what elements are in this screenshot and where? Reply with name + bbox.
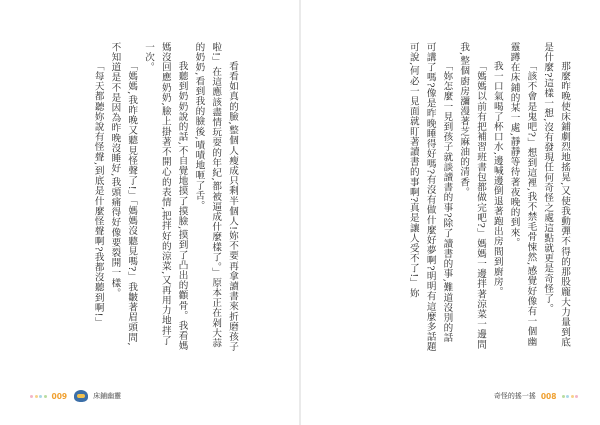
- right-page: [300, 0, 600, 425]
- paragraph: 「該不會是鬼吧?」想到這裡,我不禁毛骨悚然,感覺好像有一個幽靈蹲在床鋪的某一處,靜靜等待著夜晚的到來。: [508, 42, 537, 347]
- decorative-dots-icon: [30, 395, 47, 398]
- paragraph: 看看如真的臉,整個人瘦成只剩半個人!妳不要再拿讀書來折磨孩子啦!」在這應該盡情玩耍的年紀,都被逼成什麼樣了。」原本正在剁大蒜的奶奶,看到我的臉後,嘖嘖地咂了舌。: [193, 42, 238, 352]
- running-title: 床鋪幽靈: [93, 392, 122, 400]
- paragraph: 我聽到奶奶說的話,不自覺地摸了摸臉,摸到了凸出的顴骨。我看媽媽沒回應奶奶,臉上掛著不開心的表情,把拌好的涼菜,又再用力地拌了一次。: [143, 42, 188, 352]
- decorative-dots-icon: [562, 395, 579, 398]
- left-page-text: [28, 42, 240, 352]
- page-number: 009: [51, 391, 68, 401]
- left-page-footer: [30, 389, 121, 403]
- paragraph: 那麼昨晚使床鋪劇烈地搖晃,又使我動彈不得的那股龐大力量到底是什麼?這樣一想,沒有發現任何奇怪之處這點就更是奇怪了。: [542, 42, 570, 348]
- running-title: 奇怪的搖一搖: [493, 392, 536, 400]
- page-number: 008: [540, 391, 557, 401]
- right-page-footer: [494, 389, 578, 403]
- paragraph: 「媽媽以前有把補習班書包都做完吧?」媽媽一邊拌著涼菜一邊問我,整個廚房瀰漫著芝麻油的清香。: [458, 42, 487, 350]
- paragraph: 「妳怎麼一見到孩子就談讀書的事?除了讀書的事,難道沒別的話可講了嗎?像是昨晚睡得好嗎?有沒有做什麼好夢啊?明明有這麼多話題可說,何必一見面就盯著讀書的事啊?真是讓人受不了!」妳: [407, 42, 453, 352]
- paragraph: 「每天都聽妳說有怪聲,到底是什麼怪聲啊?我都沒聽到啊!」: [92, 61, 104, 328]
- book-mascot-icon: [74, 390, 88, 402]
- right-page-text: [318, 42, 572, 352]
- paragraph: 「媽媽,我昨晚又聽見怪聲了!」「媽媽沒聽見嗎?」我皺著眉頭問,不知道是不是因為昨晚沒睡好,我頭痛得好像要裂開一樣。: [109, 42, 138, 347]
- paragraph: 我一口氣喝了杯口水,邊喊邊倒退著跑出房間到廚房。: [491, 61, 503, 298]
